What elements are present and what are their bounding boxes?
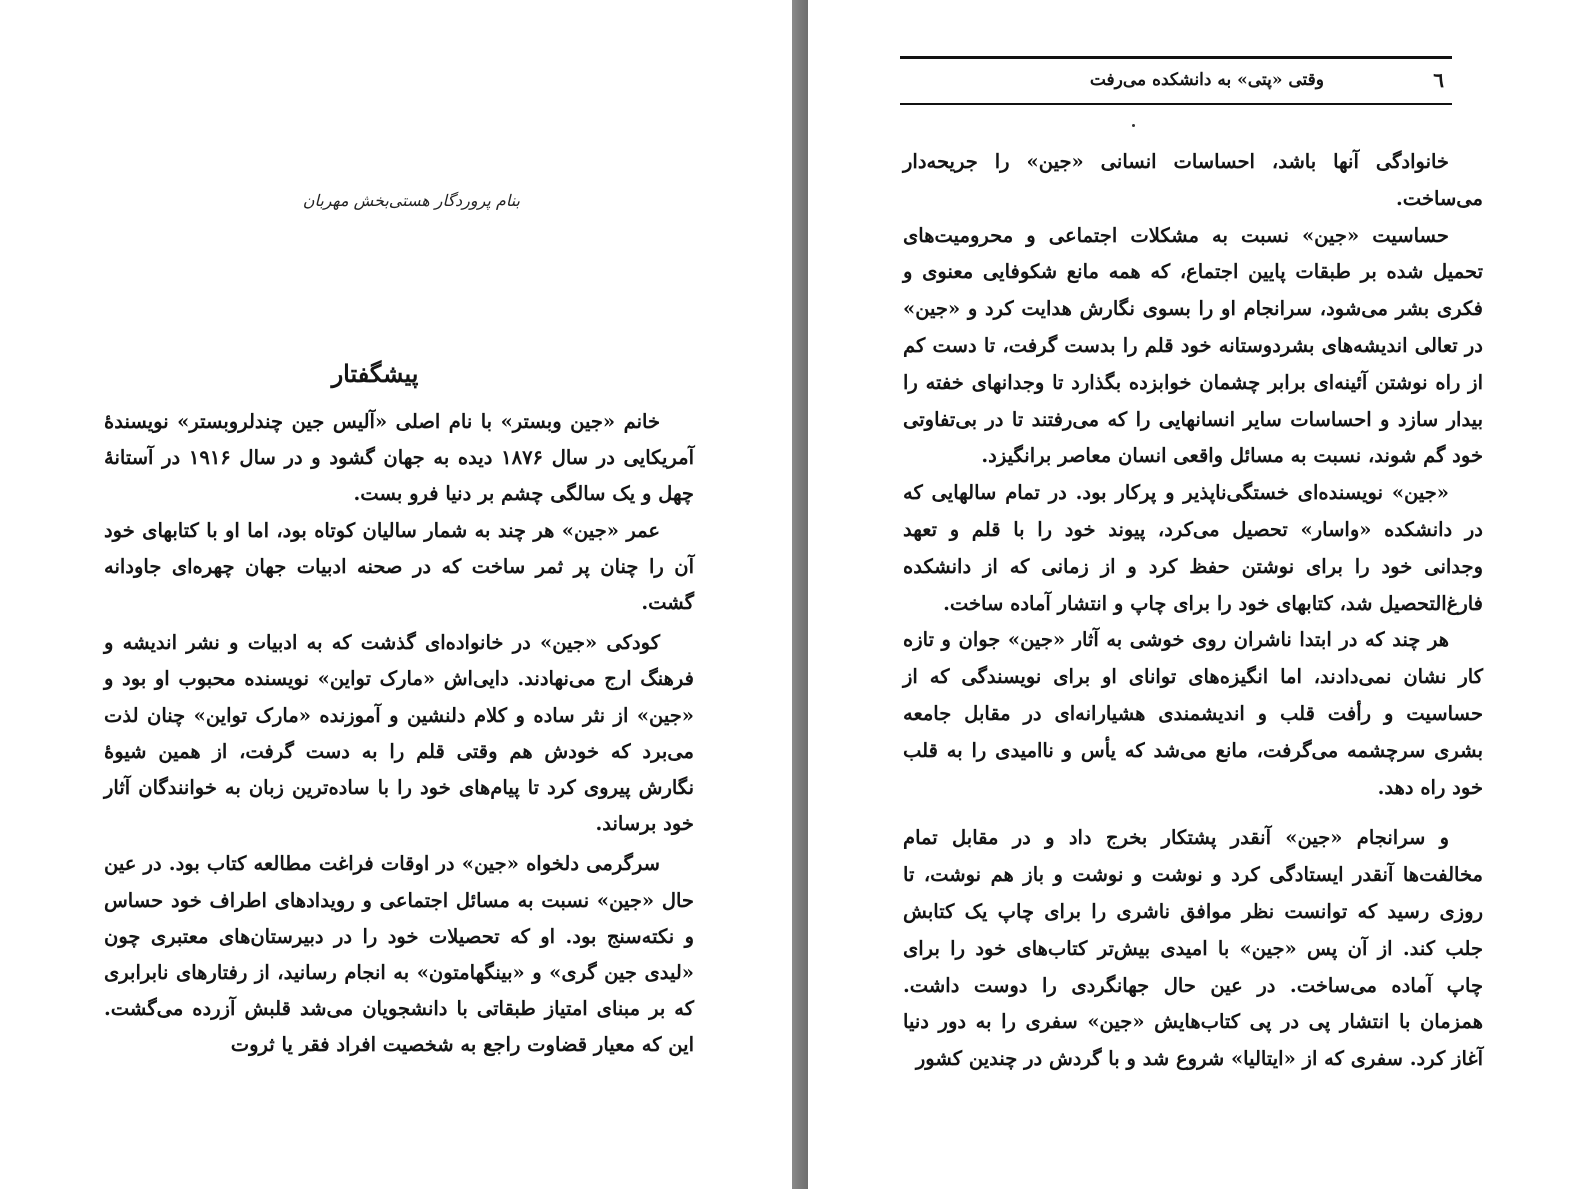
running-title: وقتی «پتی» به دانشکده می‌رفت	[1089, 70, 1324, 90]
left-body-text	[104, 404, 694, 1064]
paragraph: حساسیت «جین» نسبت به مشکلات اجتماعی و محرومیت‌های تحمیل شده بر طبقات پایین اجتماع، که همه مانع شکوفایی معنوی و فکری بشر می‌شود، سرانجام او را بسوی نگارش هدایت کرد و «جین» در تعالی اندیشه‌های بشردوستانه خود قلم را بدست گرفت، تا دست کم از راه نوشتن آئینه‌ای برابر چشمان خوابزده بگذارد تا وجدانهای خفته را بیدار سازد و احساسات سایر انسانهایی را که می‌رفتند تا در بی‌تفاوتی خود گم شوند، نسبت به مسائل واقعی انسان معاصر برانگیزد.	[903, 223, 1483, 468]
paragraph: سرگرمی دلخواه «جین» در اوقات فراغت مطالعه کتاب بود. در عین حال «جین» نسبت به مسائل اجتماعی و رویدادهای اطراف خود حساس و نکته‌سنج بود. او که تحصیلات خود را در دبیرستان‌های معتبری چون «لیدی جین گری» و «بینگهامتون» به انجام رسانید، از رفتارهای نابرابری که بر مبنای امتیاز طبقاتی با دانشجویان می‌شد قلبش آزرده می‌گشت. این که معیار قضاوت راجع به شخصیت افراد فقر یا ثروت	[104, 852, 694, 1057]
preface-title: پیشگفتار	[331, 359, 419, 388]
running-header	[900, 56, 1452, 105]
paragraph: خانم «جین وبستر» با نام اصلی «آلیس جین چندلروبستر» نویسندهٔ آمریکایی در سال ۱۸۷۶ دیده به جهان گشود و در سال ۱۹۱۶ در آستانهٔ چهل و یک سالگی چشم بر دنیا فرو بست.	[104, 410, 694, 506]
page-number: ٦	[1433, 68, 1444, 92]
paragraph: عمر «جین» هر چند به شمار سالیان کوتاه بود، اما او با کتابهای خود آن را چنان پر ثمر ساخت که در صحنه ادبیات جهان چهره‌ای جاودانه گشت.	[104, 518, 694, 615]
paragraph: خانوادگی آنها باشد، احساسات انسانی «جین» را جریحه‌دار می‌ساخت.	[903, 150, 1483, 210]
paragraph: کودکی «جین» در خانواده‌ای گذشت که به ادبیات و نشر اندیشه و فرهنگ ارج می‌نهادند. دایی‌اش «مارک تواین» نویسنده محبوب او بود و «جین» از نثر ساده و کلام دلنشین و آموزنده «مارک تواین» چنان لذت می‌برد که خودش هم وقتی قلم را به دست گرفت، از همین شیوهٔ نگارش پیروی کرد تا پیام‌های خود را با ساده‌ترین زبان به خوانندگان آثار خود برساند.	[104, 631, 694, 836]
ink-speck	[1132, 124, 1135, 127]
dedication-line: بنام پروردگار هستی‌بخش مهربان	[302, 191, 520, 210]
paragraph: و سرانجام «جین» آنقدر پشتکار بخرج داد و در مقابل تمام مخالفت‌ها آنقدر ایستادگی کرد و نوشت و نوشت و باز هم نوشت، تا روزی رسید که توانست نظر موافق ناشری را برای چاپ یک کتابش جلب کند. از آن پس «جین» با امیدی بیش‌تر کتاب‌های خود را برای چاپ آماده می‌ساخت. در عین حال جهانگردی را دوست داشت. همزمان با انتشار پی در پی کتاب‌هایش «جین» سفری را به دور دنیا آغاز کرد. سفری که از «ایتالیا» شروع شد و با گردش در چندین کشور	[903, 826, 1483, 1071]
right-page	[808, 0, 1591, 1189]
right-body-text	[903, 144, 1483, 1078]
paragraph: هر چند که در ابتدا ناشران روی خوشی به آثار «جین» جوان و تازه کار نشان نمی‌دادند، اما انگیزه‌های توانای او برای نویسندگی که از حساسیت و رأفت قلب و اندیشمندی هشیارانه‌ای در مقابل جامعه بشری سرچشمه می‌گرفت، مانع می‌شد که یأس و ناامیدی را به قلب خود راه دهد.	[903, 628, 1483, 799]
book-spine	[792, 0, 808, 1189]
paragraph: «جین» نویسنده‌ای خستگی‌ناپذیر و پرکار بود. در تمام سالهایی که در دانشکده «واسار» تحصیل می‌کرد، پیوند خود را با قلم و تعهد وجدانی خود را برای نوشتن حفظ کرد و از زمانی که از دانشکده فارغ‌التحصیل شد، کتابهای خود را برای چاپ و انتشار آماده ساخت.	[903, 481, 1483, 615]
left-page	[0, 0, 792, 1189]
